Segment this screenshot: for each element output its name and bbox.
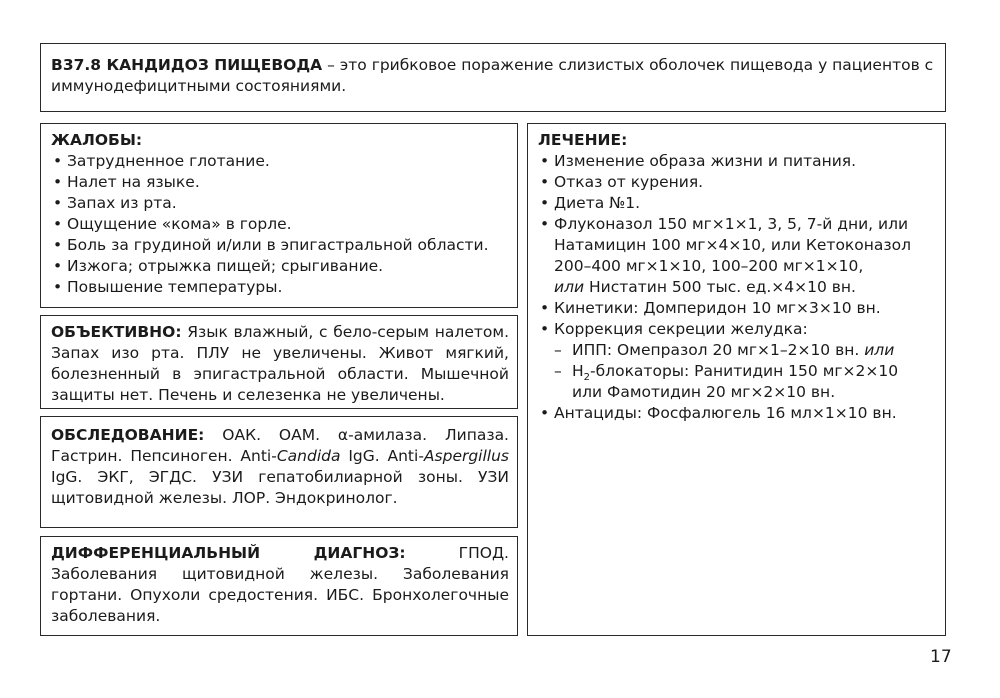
list-item: • Антациды: Фосфалюгель 16 мл×1×10 вн. xyxy=(538,403,937,424)
examination-heading: ОБСЛЕДОВАНИЕ: xyxy=(51,426,205,444)
list-item: • Повышение температуры. xyxy=(51,277,509,298)
objective-heading: ОБЪЕКТИВНО: xyxy=(51,323,182,341)
list-item: • Боль за грудиной и/или в эпигастральной области. xyxy=(51,235,509,256)
h2-letter: H xyxy=(572,362,584,380)
nystatin-text: Нистатин 500 тыс. ед.×4×10 вн. xyxy=(584,278,856,296)
page-number: 17 xyxy=(930,647,952,667)
treatment-list xyxy=(538,151,937,340)
treatment-section xyxy=(527,123,946,636)
examination-text-2: IgG. Anti- xyxy=(340,447,424,465)
treatment-list-continued xyxy=(538,403,937,424)
h2-blockers-line-2: или Фамотидин 20 мг×2×10 вн. xyxy=(572,383,836,401)
h2-text: -блокаторы: Ранитидин 150 мг×2×10 xyxy=(590,362,899,380)
antifungal-line-1: • Флуконазол 150 мг×1×1, 3, 5, 7-й дни, или xyxy=(554,215,909,233)
objective-section xyxy=(40,315,518,409)
sub-list-item xyxy=(554,340,937,361)
list-item xyxy=(538,319,937,340)
h2-subscript: 2 xyxy=(583,372,591,384)
acid-correction-sublist xyxy=(538,340,937,403)
list-item xyxy=(538,214,937,298)
list-item: • Запах из рта. xyxy=(51,193,509,214)
differential-heading: ДИФФЕРЕНЦИАЛЬНЫЙ ДИАГНОЗ: xyxy=(51,544,406,562)
objective-text: Язык влажный, с бело-серым налетом. Запах изо рта. ПЛУ не увеличены. Живот мягкий, болезненный в эпигастральной области. Мышечной защиты нет. Печень и селезенка не увеличены. xyxy=(51,323,509,404)
examination-text-3: IgG. ЭКГ, ЭГДС. УЗИ гепатобилиарной зоны. УЗИ щитовидной железы. ЛОР. Эндокринолог. xyxy=(51,468,509,507)
examination-text-1: ОАК. ОАМ. α-амилаза. Липаза. Гастрин. Пепсиноген. Anti- xyxy=(51,426,509,465)
candida-term: Candida xyxy=(276,447,341,465)
complaints-list xyxy=(51,151,509,298)
antifungal-line-2: Натамицин 100 мг×4×10, или Кетоконазол xyxy=(554,236,912,254)
or-word: или xyxy=(864,341,895,359)
diagnosis-definition: – это грибковое поражение слизистых оболочек пищевода у пациентов с иммунодефицитными состояниями. xyxy=(51,56,934,95)
differential-diagnosis-section xyxy=(40,536,518,636)
sub-list-item xyxy=(554,361,937,403)
list-item: • Изменение образа жизни и питания. xyxy=(538,151,937,172)
list-item: • Диета №1. xyxy=(538,193,937,214)
ppi-text: ИПП: Омепразол 20 мг×1–2×10 вн. xyxy=(572,341,865,359)
complaints-heading: ЖАЛОБЫ: xyxy=(51,131,143,149)
diagnosis-title: B37.8 КАНДИДОЗ ПИЩЕВОДА xyxy=(51,56,323,74)
examination-section xyxy=(40,416,518,528)
list-item: • Налет на языке. xyxy=(51,172,509,193)
differential-text: ГПОД. Заболевания щитовидной железы. Заболевания гортани. Опухоли средостения. ИБС. Бронхолегочные заболевания. xyxy=(51,544,509,625)
list-item: • Отказ от курения. xyxy=(538,172,937,193)
list-item: • Изжога; отрыжка пищей; срыгивание. xyxy=(51,256,509,277)
or-word: или xyxy=(554,278,585,296)
list-item: • Кинетики: Домперидон 10 мг×3×10 вн. xyxy=(538,298,937,319)
aspergillus-term: Aspergillus xyxy=(423,447,510,465)
antifungal-line-3: 200–400 мг×1×10, 100–200 мг×1×10, xyxy=(554,257,864,275)
list-item: • Затрудненное глотание. xyxy=(51,151,509,172)
title-box xyxy=(40,43,946,112)
acid-correction-label: Коррекция секреции желудка: xyxy=(554,320,808,338)
treatment-heading: ЛЕЧЕНИЕ: xyxy=(538,131,628,149)
antifungal-line-4 xyxy=(554,277,937,298)
h2-blockers-line-1 xyxy=(572,361,937,382)
list-item: • Ощущение «кома» в горле. xyxy=(51,214,509,235)
complaints-section xyxy=(40,123,518,308)
